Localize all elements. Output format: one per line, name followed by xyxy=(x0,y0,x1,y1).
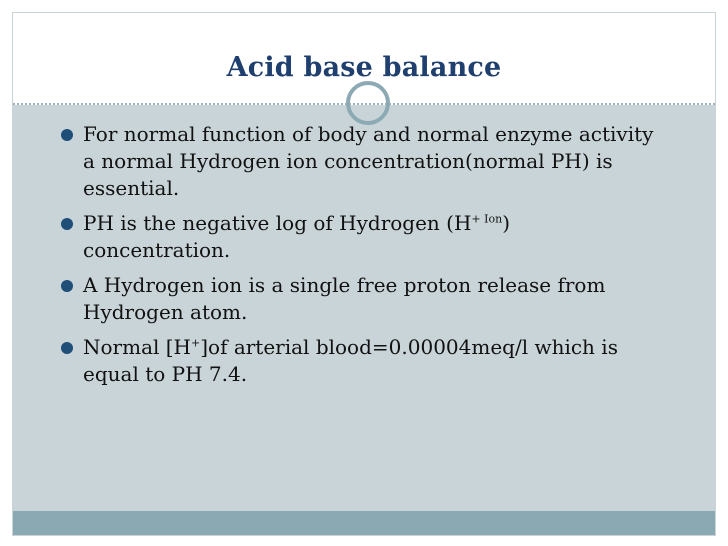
bullet-list xyxy=(13,121,715,396)
bullet-text-before: PH is the negative log of Hydrogen (H xyxy=(83,211,472,235)
bullet-dot-icon xyxy=(61,218,73,230)
superscript-plus: + xyxy=(191,336,201,350)
bullet-item xyxy=(13,121,715,202)
bullet-dot-icon xyxy=(61,129,73,141)
bullet-text: For normal function of body and normal enzyme activity a normal Hydrogen ion concentration(normal PH) is essential. xyxy=(83,122,654,200)
bullet-dot-icon xyxy=(61,280,73,292)
content-area xyxy=(13,105,715,511)
bullet-item xyxy=(13,272,715,326)
footer-bar xyxy=(13,511,715,535)
slide-frame xyxy=(12,12,716,536)
bullet-text-after: ) concentration. xyxy=(83,211,510,262)
bullet-text: A Hydrogen ion is a single free proton release from Hydrogen atom. xyxy=(83,273,606,324)
ring-center xyxy=(356,91,380,115)
bullet-item xyxy=(13,334,715,388)
bullet-text-before: Normal [H xyxy=(83,335,191,359)
bullet-text-after: ]of arterial blood=0.00004meq/l which is equal to PH 7.4. xyxy=(83,335,618,386)
superscript-ion: + Ion xyxy=(471,212,503,226)
slide-title: Acid base balance xyxy=(226,52,502,83)
bullet-dot-icon xyxy=(61,342,73,354)
bullet-item xyxy=(13,210,715,264)
decorative-ring-icon xyxy=(346,81,390,125)
